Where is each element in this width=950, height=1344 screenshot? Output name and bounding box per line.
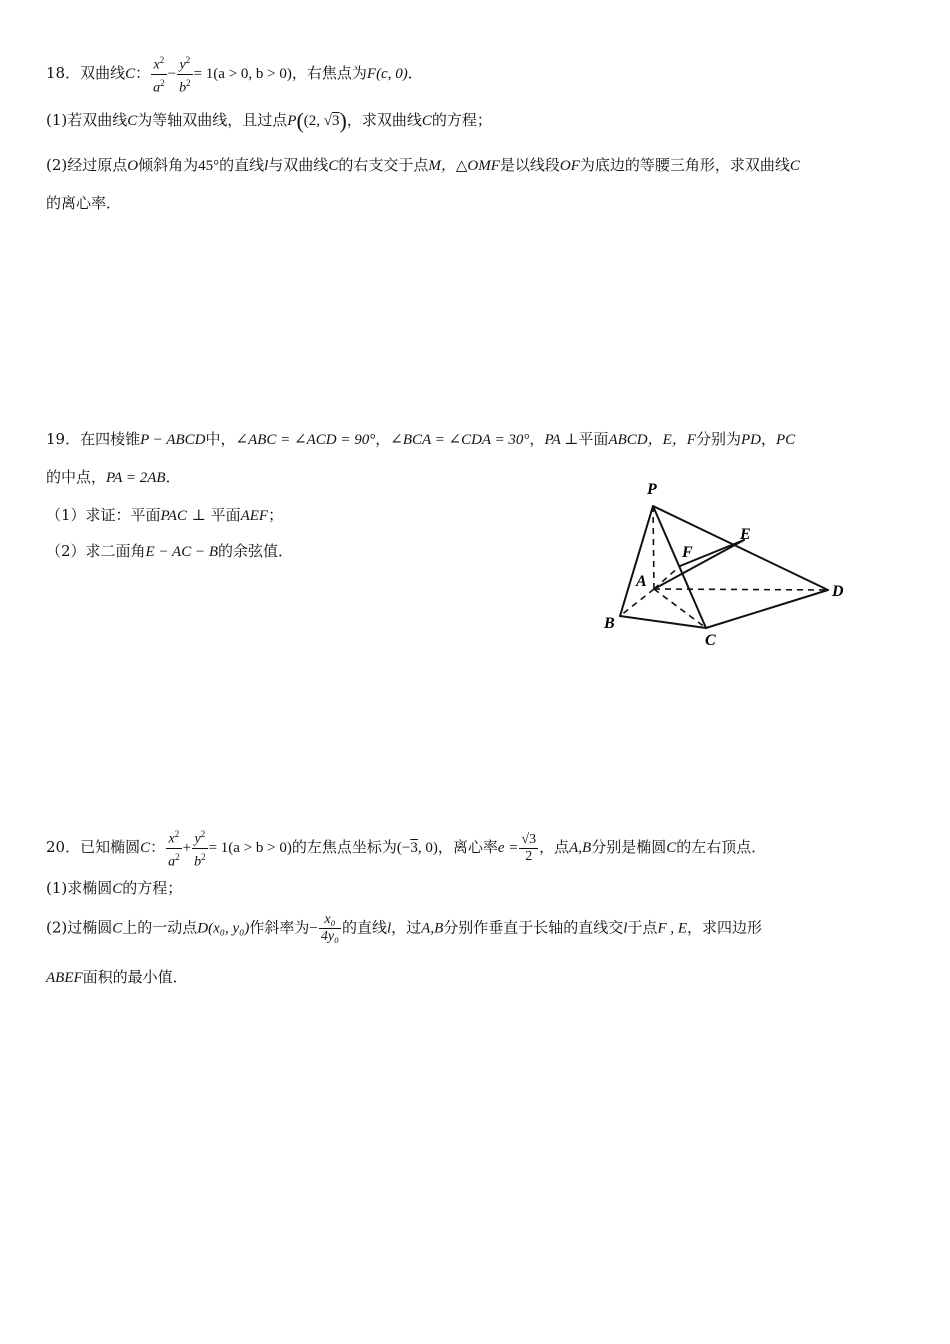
q18-frac-y: $\frac{y^2}{b^2}$ — [177, 52, 193, 96]
q19-number: 19．在四棱锥 — [46, 430, 141, 448]
label-B: B — [604, 615, 615, 632]
q20-number: 20．已知椭圆 — [46, 838, 141, 857]
label-F: F — [682, 544, 693, 561]
q18-frac-x: $\frac{x^2}{a^2}$ — [151, 52, 167, 96]
edge-PD — [653, 506, 828, 590]
q18-number: 18．双曲线 — [46, 64, 126, 83]
edge-CD — [706, 590, 828, 628]
q18-part2: (2)经过原点O倾斜角为45°的直线l与双曲线C的右支交于点M，△OMF是以线段OF为底边的等腰三角形，求双曲线C — [46, 156, 800, 174]
label-P: P — [647, 481, 657, 498]
edge-PB — [620, 506, 653, 616]
q19-line1: 19．在四棱锥P − ABCD中，∠ABC = ∠ACD = 90°，∠BCA = ∠CDA = 30°，PA ⊥平面ABCD，E，F分别为PD，PC — [46, 430, 796, 448]
edge-AD — [654, 589, 828, 590]
pyramid-figure — [598, 476, 858, 656]
label-A: A — [636, 573, 647, 590]
q20-part2: (2)过椭圆C上的一动点D(x₀, y₀)作斜率为− $\frac{\text{x₀}}{\text{4y₀}}$ 的直线l，过A,B分别作垂直于长轴的直线交l于点F , E，求四边形 — [46, 912, 763, 944]
q20-part2-cont: ABEF面积的最小值． — [46, 968, 188, 986]
q19-line2: 的中点，PA = 2AB． — [46, 468, 181, 486]
edge-AB — [620, 589, 654, 616]
label-E: E — [740, 526, 751, 543]
q18-part2-cont: 的离心率． — [46, 194, 122, 212]
q20-line1: 20．已知椭圆C： $\frac{x^2}{a^2}$ + $\frac{y^2}{b^2}$ = 1(a > b > 0)的左焦点坐标为(−3, 0)，离心率e = $\frac{√3}{2}$ ，点A,B分别是椭圆C的左右顶点． — [46, 826, 766, 870]
q18-line1: 18．双曲线C： $\frac{x^2}{a^2}$ − $\frac{y^2}{b^2}$ = 1(a > 0, b > 0)，右焦点为F(c, 0)． — [46, 52, 423, 96]
q19-part2: （2）求二面角E − AC − B的余弦值． — [46, 542, 294, 560]
edge-AE — [654, 540, 744, 589]
q19-part1: （1）求证：平面PAC ⊥ 平面AEF； — [46, 506, 284, 524]
q18-part1: (1)若双曲线C为等轴双曲线，且过点P((2, √3)，求双曲线C的方程； — [46, 108, 492, 133]
q20-part1: (1)求椭圆C的方程； — [46, 879, 183, 897]
edge-PA — [653, 506, 654, 589]
label-D: D — [832, 583, 844, 600]
label-C: C — [705, 632, 716, 649]
